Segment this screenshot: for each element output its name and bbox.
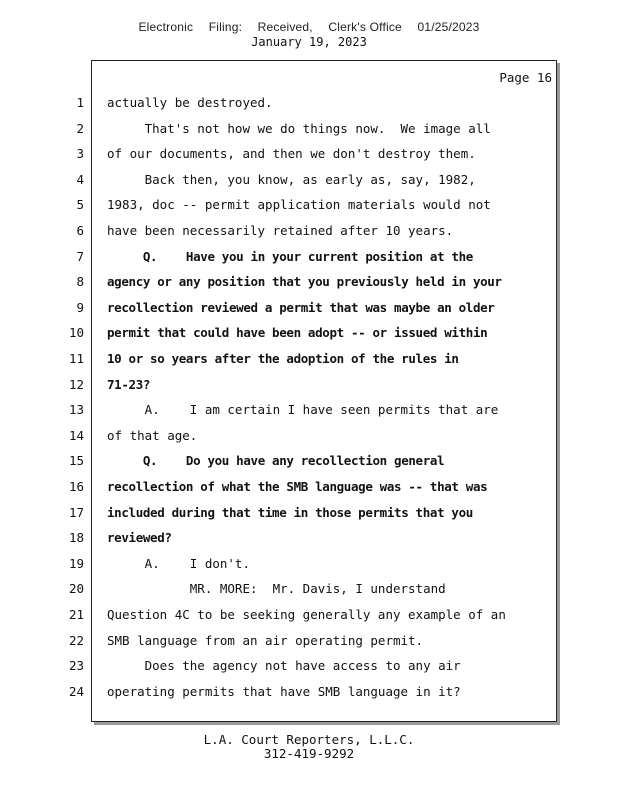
line-text: A. I am certain I have seen permits that are: [107, 402, 499, 418]
line-text: That's not how we do things now. We image all: [107, 120, 491, 136]
line-text: operating permits that have SMB language in it?: [107, 683, 461, 699]
line-text: permit that could have been adopt -- or issued within: [107, 325, 488, 341]
transcript-line: [0, 633, 618, 659]
transcript-line: [0, 505, 618, 531]
line-number: 18: [68, 530, 84, 546]
line-text: recollection of what the SMB language was -- that was: [107, 479, 488, 494]
transcript-line: [0, 581, 618, 607]
line-text: SMB language from an air operating permit.: [107, 632, 424, 648]
line-text: included during that time in those permits that you: [107, 504, 473, 520]
transcript-line: [0, 300, 618, 326]
line-number: 20: [68, 581, 84, 597]
filing-stamp: [0, 20, 618, 34]
line-text: of our documents, and then we don't destroy them.: [107, 146, 476, 162]
line-text: have been necessarily retained after 10 years.: [107, 223, 454, 238]
line-number: 22: [68, 632, 84, 648]
transcript-line: [0, 530, 618, 556]
line-number: 21: [68, 607, 84, 622]
line-number: 17: [68, 504, 84, 520]
transcript-line: [0, 172, 618, 198]
transcript-line: [0, 658, 618, 684]
transcript-line: [0, 121, 618, 147]
court-reporter-name: L.A. Court Reporters, L.L.C.: [203, 732, 415, 747]
line-number: 24: [68, 683, 84, 699]
transcript-line: [0, 249, 618, 275]
line-number: 10: [68, 325, 84, 341]
line-number: 7: [76, 248, 84, 264]
transcript-line: [0, 274, 618, 300]
line-number: 11: [68, 351, 84, 366]
line-text: recollection reviewed a permit that was maybe an older: [107, 299, 495, 315]
transcript-line: [0, 402, 618, 428]
transcript-line: [0, 95, 618, 121]
court-reporter-phone: 312-419-9292: [263, 746, 355, 761]
line-number: 13: [68, 402, 84, 418]
filing-electronic: Electronic: [138, 20, 194, 34]
line-text: Question 4C to be seeking generally any example of an: [107, 607, 506, 622]
transcript-line: [0, 684, 618, 710]
transcript-line: [0, 223, 618, 249]
line-text: Q. Have you in your current position at the: [107, 248, 473, 264]
line-number: 9: [76, 299, 84, 315]
line-number: 8: [76, 274, 84, 290]
transcript-line: [0, 351, 618, 377]
line-number: 4: [76, 171, 84, 187]
line-number: 19: [68, 555, 84, 571]
line-number: 15: [68, 453, 84, 469]
line-number: 12: [68, 376, 84, 392]
line-text: A. I don't.: [107, 555, 250, 571]
filing-clerks-office: Clerk's Office: [328, 20, 402, 34]
line-number: 14: [68, 427, 84, 443]
line-number: 1: [76, 95, 84, 110]
line-text: Does the agency not have access to any air: [107, 658, 461, 674]
filing-label: Filing:: [208, 20, 243, 34]
line-number: 6: [76, 223, 84, 238]
line-text: Q. Do you have any recollection general: [107, 453, 445, 469]
filing-received: Received,: [257, 20, 313, 34]
transcript-line: [0, 146, 618, 172]
transcript-line: [0, 428, 618, 454]
line-text: reviewed?: [107, 530, 172, 546]
transcript-line: [0, 556, 618, 582]
line-text: Back then, you know, as early as, say, 1982,: [107, 171, 476, 187]
line-number: 5: [76, 197, 84, 213]
footer: [0, 733, 618, 761]
page-number: Page 16: [499, 70, 552, 85]
line-text: 10 or so years after the adoption of the rules in: [107, 351, 459, 366]
transcript-line: [0, 479, 618, 505]
filing-date: 01/25/2023: [417, 20, 480, 34]
line-number: 2: [76, 120, 84, 136]
line-text: actually be destroyed.: [107, 95, 273, 110]
transcript-line: [0, 325, 618, 351]
line-text: of that age.: [107, 427, 198, 443]
hearing-date: January 19, 2023: [251, 35, 367, 49]
transcript-line: [0, 197, 618, 223]
line-number: 23: [68, 658, 84, 674]
line-text: 71-23?: [107, 376, 151, 392]
transcript-line: [0, 453, 618, 479]
transcript-line: [0, 377, 618, 403]
line-number: 16: [68, 479, 84, 494]
line-number: 3: [76, 146, 84, 162]
line-text: MR. MORE: Mr. Davis, I understand: [107, 581, 446, 597]
transcript-line: [0, 607, 618, 633]
line-text: agency or any position that you previously held in your: [107, 274, 502, 290]
line-text: 1983, doc -- permit application materials would not: [107, 197, 491, 213]
